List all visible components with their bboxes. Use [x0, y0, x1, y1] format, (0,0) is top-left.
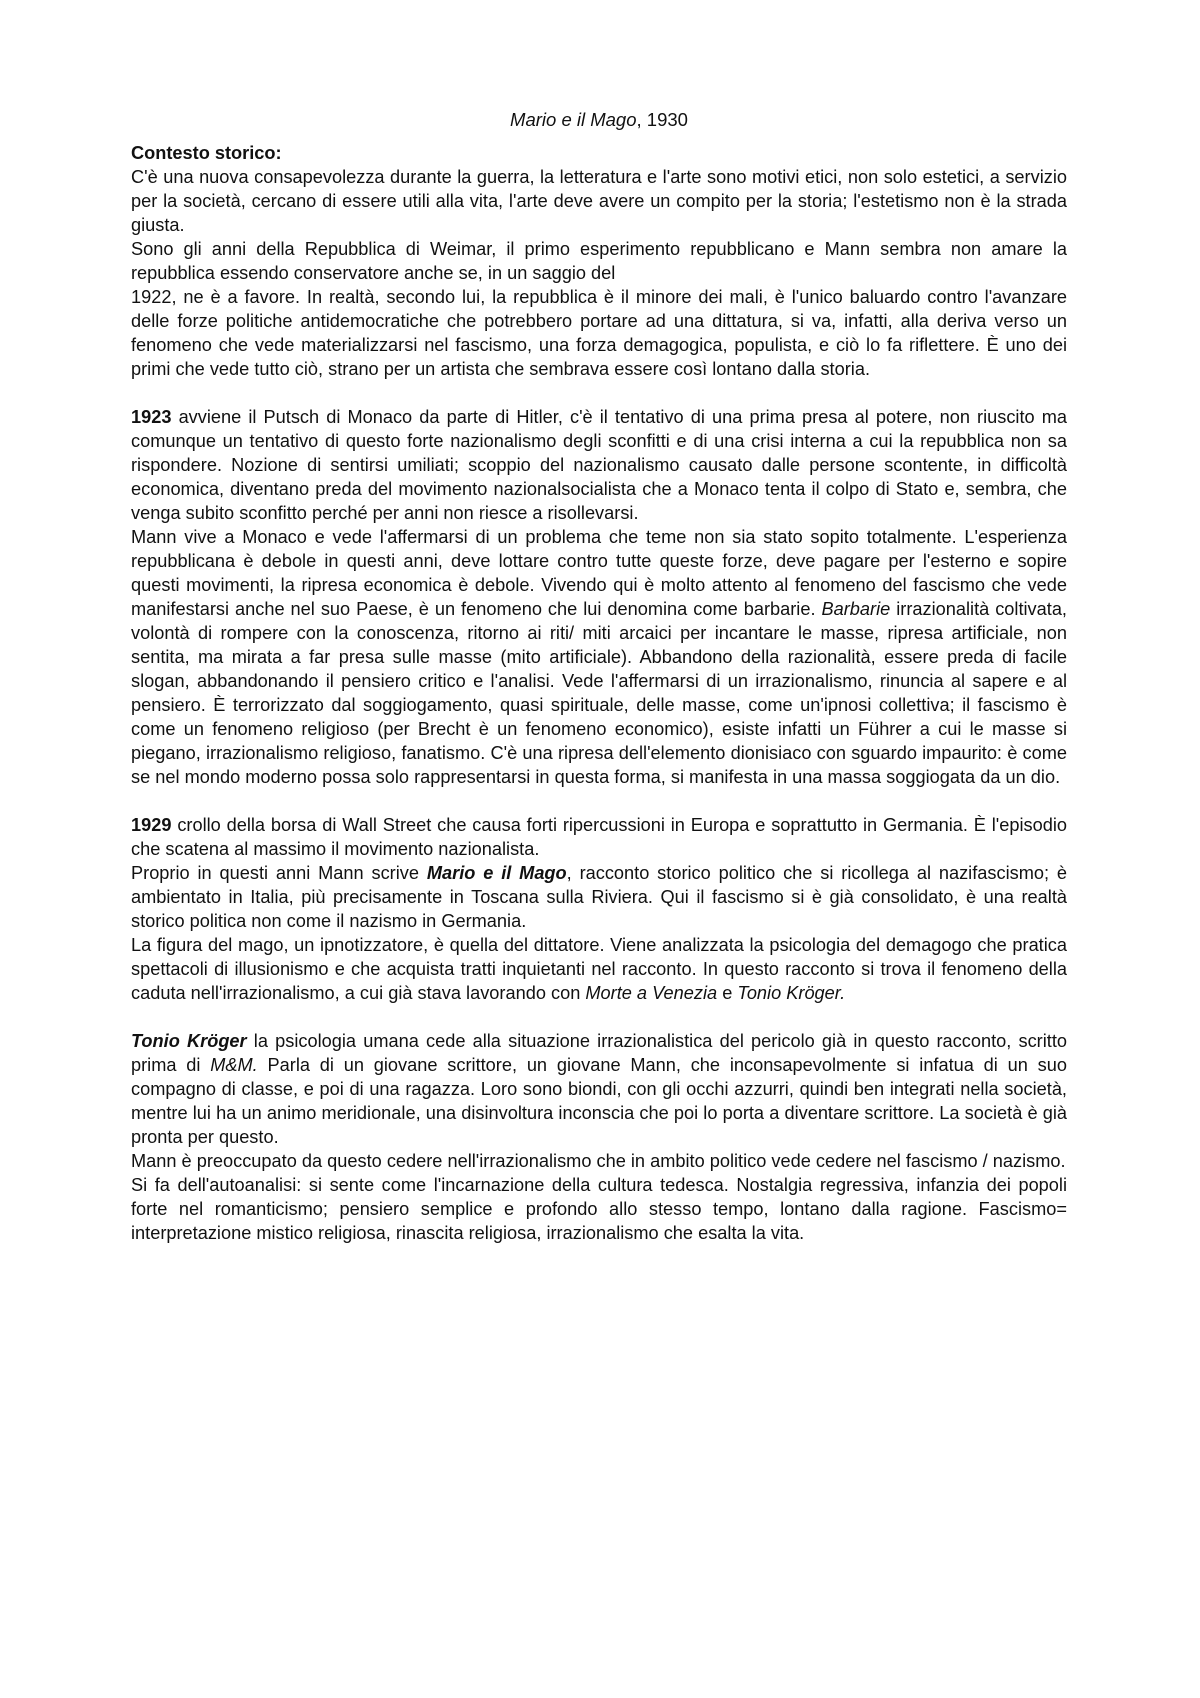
- paragraph-2b: 1922, ne è a favore. In realtà, secondo lui, la repubblica è il minore dei mali, è l'unico baluardo contro l'avanzare delle forze politiche antidemocratiche che potrebbero portare ad una dittatura, si va, infatti, alla deriva verso un fenomeno che vede materializzarsi nel fascismo, una forza demagogica, populista, e ciò lo fa riflettere. È uno dei primi che vede tutto ciò, strano per un artista che sembrava essere così lontano dalla storia.: [131, 287, 1067, 379]
- paragraph-7-text-mid: e: [717, 983, 738, 1003]
- paragraph-5-text: crollo della borsa di Wall Street che causa forti ripercussioni in Europa e soprattutto in Germania. È l'episodio che scatena al massimo il movimento nazionalista.: [131, 815, 1067, 859]
- paragraph-4-text-a: Mann vive a Monaco e vede l'affermarsi di un problema che teme non sia stato sopito totalmente. L'esperienza repubblicana è debole in questi anni, deve lottare contro tutte queste forze, deve pagare per l'esterno e sopire questi movimenti, la ripresa economica è debole. Vivendo qui è molto attento al fenomeno del fascismo che vede manifestarsi anche nel suo Paese, è un fenomeno che lui denomina come barbarie.: [131, 527, 1067, 619]
- paragraph-5: [131, 813, 1067, 861]
- paragraph-8-text-a: la psicologia umana cede alla situazione irrazionalistica del pericolo già in questo racconto, scritto prima di: [131, 1031, 1067, 1075]
- paragraph-7: [131, 933, 1067, 1005]
- paragraph-8: [131, 1029, 1067, 1149]
- paragraph-10: Si fa dell'autoanalisi: si sente come l'incarnazione della cultura tedesca. Nostalgia regressiva, infanzia dei popoli forte nel romanticismo; pensiero semplice e profondo allo stesso tempo, lontano dalla ragione. Fascismo= interpretazione mistico religiosa, rinascita religiosa, irrazionalismo che esalta la vita.: [131, 1175, 1067, 1243]
- year-1929: 1929: [131, 815, 172, 835]
- paragraph-3: [131, 405, 1067, 525]
- section-heading: Contesto storico:: [131, 143, 282, 163]
- tonio-kroger-italic: Tonio Kröger.: [737, 983, 846, 1003]
- title-year: , 1930: [636, 109, 688, 130]
- morte-a-venezia-italic: Morte a Venezia: [585, 983, 718, 1003]
- spacer: [131, 1005, 1067, 1029]
- paragraph-1: C'è una nuova consapevolezza durante la guerra, la letteratura e l'arte sono motivi etici, non solo estetici, a servizio per la società, cercano di essere utili alla vita, l'arte deve avere un compito per la storia; l'estetismo non è la strada giusta.: [131, 167, 1067, 235]
- document-title: [131, 106, 1067, 133]
- paragraph-2a: Sono gli anni della Repubblica di Weimar, il primo esperimento repubblicano e Mann sembra non amare la repubblica essendo conservatore anche se, in un saggio del: [131, 239, 1067, 283]
- paragraph-6-text-b: , racconto storico politico che si ricollega al nazifascismo; è ambientato in Italia, più precisamente in Toscana sulla Riviera. Qui il fascismo si è già consolidato, è una realtà storico politica non come il nazismo in Germania.: [131, 863, 1068, 931]
- year-1923: 1923: [131, 407, 172, 427]
- barbarie-italic: Barbarie: [821, 599, 891, 619]
- paragraph-4: [131, 525, 1067, 789]
- spacer: [131, 789, 1067, 813]
- paragraph-9: Mann è preoccupato da questo cedere nell'irrazionalismo che in ambito politico vede cedere nel fascismo / nazismo.: [131, 1151, 1066, 1171]
- paragraph-4-text-b: irrazionalità coltivata, volontà di rompere con la conoscenza, ritorno ai riti/ miti arcaici per incantare le masse, ripresa artificiale, non sentita, ma mirata a far presa sulle masse (mito artificiale). Abbandono della razionalità, essere preda di facile slogan, abbandonando il pensiero critico e l'analisi. Vede l'affermarsi di un irrazionalismo, rinuncia al sapere e al pensiero. È terrorizzato dal soggiogamento, quasi spirituale, delle masse, come un'ipnosi collettiva; il fascismo è come un fenomeno religioso (per Brecht è un fenomeno economico), esiste infatti un Führer a cui le masse si piegano, irrazionalismo religioso, fanatismo. C'è una ripresa dell'elemento dionisiaco con sguardo impaurito: è come se nel mondo moderno possa solo rappresentarsi in questa forma, si manifesta in una massa soggiogata da un dio.: [131, 599, 1067, 787]
- mario-e-il-mago-bold-italic: Mario e il Mago: [426, 863, 567, 883]
- paragraph-8-text-b: Parla di un giovane scrittore, un giovane Mann, che inconsapevolmente si infatua di un suo compagno di classe, e poi di una ragazza. Loro sono biondi, con gli occhi azzurri, quindi ben integrati nella società, mentre lui ha un animo meridionale, una disinvoltura inconscia che poi lo porta a diventare scrittore. La società è già pronta per questo.: [131, 1055, 1067, 1147]
- paragraph-7-text-a: La figura del mago, un ipnotizzatore, è quella del dittatore. Viene analizzata la psicologia del demagogo che pratica spettacoli di illusionismo e che acquista tratti inquietanti nel racconto. In questo racconto si trova il fenomeno della caduta nell'irrazionalismo, a cui già stava lavorando con: [131, 935, 1067, 1003]
- mm-italic: M&M.: [210, 1055, 258, 1075]
- tonio-kroger-bold-italic: Tonio Kröger: [131, 1031, 247, 1051]
- paragraph-6: [131, 861, 1067, 933]
- spacer: [131, 381, 1067, 405]
- title-italic: Mario e il Mago: [510, 109, 637, 130]
- paragraph-3-text: avviene il Putsch di Monaco da parte di Hitler, c'è il tentativo di una prima presa al potere, non riuscito ma comunque un tentativo di questo forte nazionalismo degli sconfitti e di una crisi interna a cui la repubblica non sa rispondere. Nozione di sentirsi umiliati; scoppio del nazionalismo causato dalle persone scontente, in difficoltà economica, diventano preda del movimento nazionalsocialista che a Monaco tenta il colpo di Stato e, sembra, che venga subito sconfitto perché per anni non riesce a risollevarsi.: [131, 407, 1067, 523]
- document-page: [131, 106, 1067, 1245]
- paragraph-6-text-a: Proprio in questi anni Mann scrive: [131, 863, 427, 883]
